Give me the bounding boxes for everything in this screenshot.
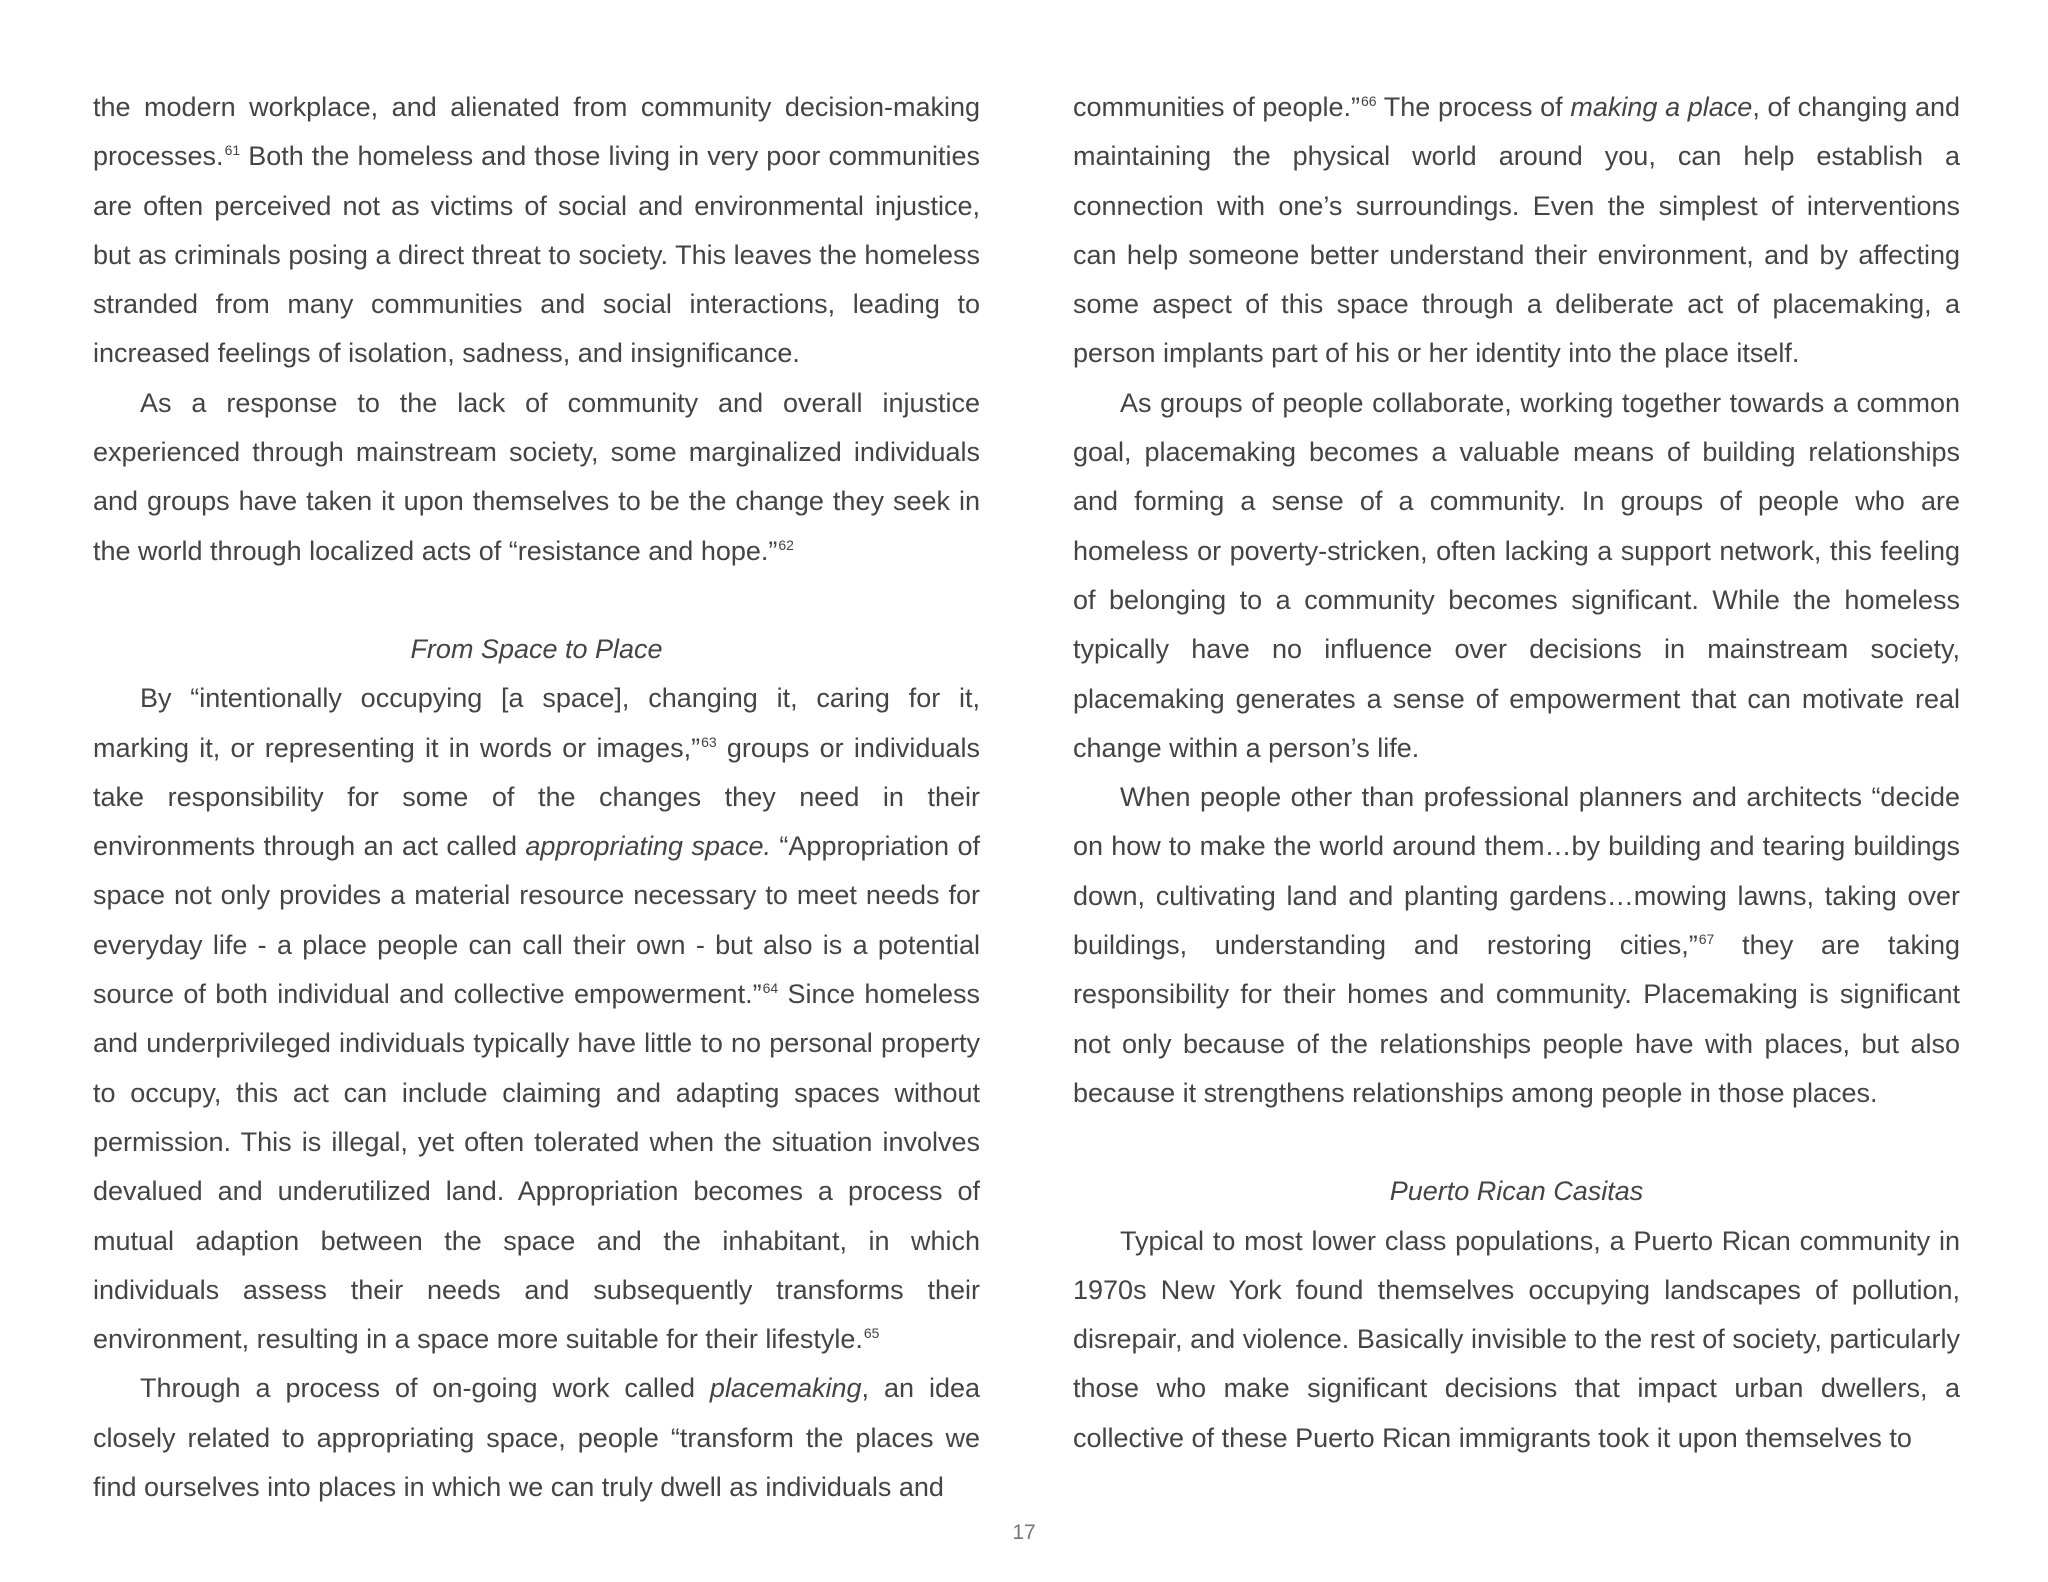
paragraph-left-4: Through a process of on-going work called placemaking, an idea closely related to appropriating space, people “transform the places we find ourselves into places in which we can truly dwell as individuals and [93, 1373, 980, 1503]
footnote-marker: 62 [778, 536, 794, 553]
footnote-marker: 66 [1360, 93, 1377, 109]
section-heading-puerto-rican-casitas: Puerto Rican Casitas [1389, 1176, 1644, 1207]
right-column [1073, 83, 1960, 1463]
page-number: 17 [1012, 1521, 1036, 1544]
emphasis-text: appropriating space. [525, 831, 771, 862]
footnote-marker: 63 [701, 733, 717, 750]
footnote-marker: 61 [224, 142, 241, 159]
emphasis-text: making a place [1570, 92, 1753, 122]
paragraph-left-2: As a response to the lack of community and overall injustice experienced through mainstream society, some marginalized individuals and groups have taken it upon themselves to be the change they seek in the world through localized acts of “resistance and hope.”$^{62}$ [93, 387, 980, 566]
paragraph-right-4: Typical to most lower class populations, a Puerto Rican community in 1970s New York found themselves occupying landscapes of pollution, disrepair, and violence. Basically invisible to the rest of society, particularly those who make significant decisions that impact urban dwellers, a collective of these Puerto Rican immigrants took it upon themselves to [1073, 1225, 1960, 1453]
paragraph-left-1: the modern workplace, and alienated from community decision-making processes.$^{61}$ Both the homeless and those living in very poor communities are often perceived not as victims of social and environmental injustice, but as criminals posing a direct threat to society. This leaves the homeless stranded from many communities and social interactions, leading to increased feelings of isolation, sadness, and insignificance. [93, 92, 980, 369]
footnote-marker: 67 [1698, 931, 1715, 948]
paragraph-right-2: As groups of people collaborate, working together towards a common goal, placemaking becomes a valuable means of building relationships and forming a sense of a community. In groups of people who are homeless or poverty-stricken, often lacking a support network, this feeling of belonging to a community becomes significant. While the homeless typically have no influence over decisions in mainstream society, placemaking generates a sense of empowerment that can motivate real change within a person’s life. [1073, 387, 1960, 763]
paragraph-right-1: communities of people.”$^{66}$ The process of making a place, of changing and maintaining the physical world around you, can help establish a connection with one’s surroundings. Even the simplest of interventions can help someone better understand their environment, and by affecting some aspect of this space through a deliberate act of placemaking, a person implants part of his or her identity into the place itself. [1073, 92, 1960, 369]
paragraph-left-3: By “intentionally occupying [a space], changing it, caring for it, marking it, or representing it in words or images,”$^{63}$ groups or individuals take responsibility for some of the changes they need in their environments through an act called appropriating space. “Appropriation of space not only provides a material resource necessary to meet needs for everyday life - a place people can call their own - but also is a potential source of both individual and collective empowerment.”$^{64}$ Since homeless and underprivileged individuals typically have little to no personal property to occupy, this act can include claiming and adapting spaces without permission. This is illegal, yet often tolerated when the situation involves devalued and underutilized land. Appropriation becomes a process of mutual adaption between the space and the inhabitant, in which individuals assess their needs and subsequently transforms their environment, resulting in a space more suitable for their lifestyle.$^{65}$ [93, 683, 980, 1355]
footnote-marker: 65 [863, 1325, 880, 1342]
footnote-marker: 64 [762, 980, 779, 997]
emphasis-text: placemaking [709, 1373, 862, 1404]
paragraph-right-3: When people other than professional planners and architects “decide on how to make the world around them…by building and tearing buildings down, cultivating land and planting gardens…mowing lawns, taking over buildings, understanding and restoring cities,”$^{67}$ they are taking responsibility for their homes and community. Placemaking is significant not only because of the relationships people have with places, but also because it strengthens relationships among people in those places. [1073, 782, 1960, 1108]
left-column [93, 83, 980, 1512]
section-heading-from-space-to-place: From Space to Place [410, 633, 663, 664]
